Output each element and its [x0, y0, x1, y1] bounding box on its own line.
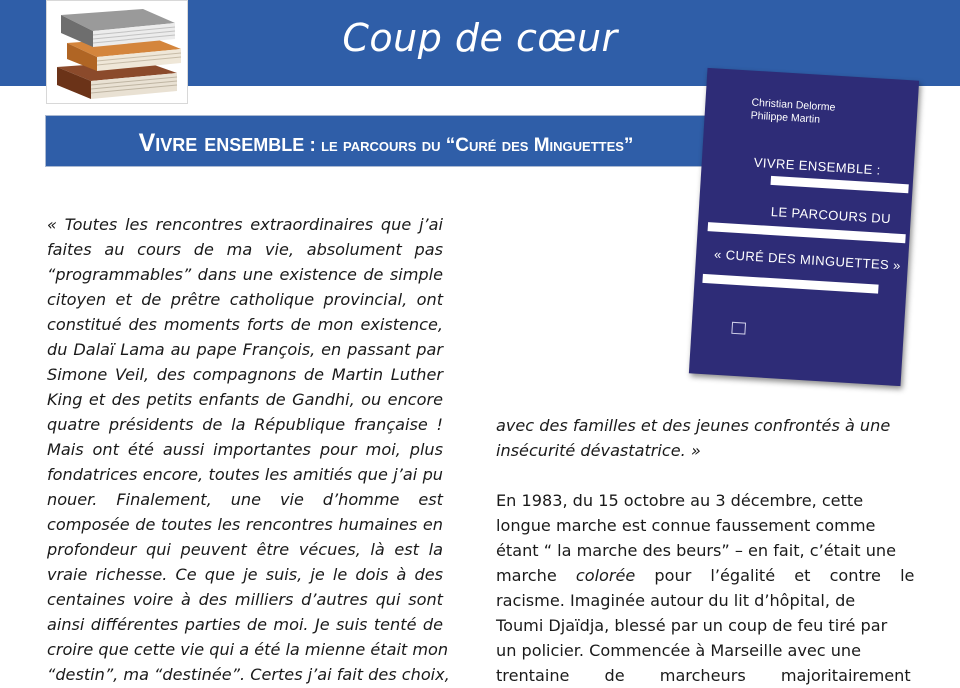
text-line: Mais ont été aussi importantes pour moi, plus	[47, 440, 443, 459]
book-cover	[689, 68, 919, 386]
italic-word: colorée	[575, 566, 636, 585]
text-line: citoyen et de prêtre catholique provincial, ont	[47, 290, 443, 309]
publisher-logo	[731, 322, 746, 335]
text-line: quatre présidents de la République française !	[47, 415, 443, 434]
page-title: Coup de cœur	[342, 16, 618, 60]
text-line: croire que cette vie qui a été la mienne était mon	[47, 640, 449, 659]
text-line: En 1983, du 15 octobre au 3 décembre, cette	[496, 491, 864, 510]
text-line: composée de toutes les rencontres humaines en	[47, 515, 443, 534]
quote-left-column	[47, 212, 450, 687]
book-author: Christian Delorme	[751, 96, 836, 114]
text-line: constitué des moments forts de mon existence,	[47, 315, 443, 334]
article-right-column	[496, 413, 915, 688]
quote-line: avec des familles et des jeunes confrontés à une	[496, 416, 891, 435]
book-title-line: VIVRE ENSEMBLE :	[753, 154, 882, 178]
text-line: Toumi Djaïdja, blessé par un coup de feu tiré par	[496, 616, 888, 635]
heading-rest: : le parcours du “Curé des Minguettes”	[304, 135, 634, 156]
text-line: faites au cours de ma vie, absolument pas	[47, 240, 443, 259]
text-line: racisme. Imaginée autour du lit d’hôpital, de	[496, 591, 856, 610]
article-heading	[46, 129, 726, 158]
text-line: centaines voire à des milliers d’autres qui sont	[47, 590, 443, 609]
book-cover-bar	[771, 176, 909, 193]
text-line: « Toutes les rencontres extraordinaires que j’ai	[47, 215, 443, 234]
text-line: trentaine de marcheurs majoritairement	[496, 666, 911, 685]
text-line: “programmables” dans une existence de simple	[47, 265, 443, 284]
heading-main: Vivre ensemble	[138, 129, 305, 157]
book-title-line: « CURÉ DES MINGUETTES »	[713, 246, 902, 273]
text-line: fondatrices encore, toutes les amitiés que j’ai pu	[47, 465, 443, 484]
book-title-line: LE PARCOURS DU	[770, 203, 892, 227]
book-author: Philippe Martin	[750, 109, 821, 126]
quote-line: insécurité dévastatrice. »	[496, 441, 701, 460]
text-line: nouer. Finalement, une vie d’homme est	[47, 490, 443, 509]
book-authors	[750, 97, 835, 128]
text-line: étant “ la marche des beurs” – en fait, c’était une	[496, 541, 897, 560]
stacked-books-icon	[46, 0, 188, 104]
text-line: ainsi différentes parties de moi. Je suis tenté de	[47, 615, 443, 634]
text-line: un policier. Commencée à Marseille avec une	[496, 641, 862, 660]
text-line: vraie richesse. Ce que je suis, je le dois à des	[47, 565, 443, 584]
paragraph-gap	[496, 463, 893, 488]
text-line: Simone Veil, des compagnons de Martin Luther	[47, 365, 443, 384]
text-run: pour l’égalité et contre le	[635, 566, 915, 585]
text-run: marche	[496, 566, 576, 585]
text-line: du Dalaï Lama au pape François, en passant par	[47, 340, 443, 359]
book-cover-bar	[702, 274, 878, 294]
text-line	[496, 563, 915, 588]
text-line: King et des petits enfants de Gandhi, ou encore	[47, 390, 443, 409]
text-line: “destin”, ma “destinée”. Certes j’ai fait des choix,	[47, 665, 450, 684]
subtitle-bar	[45, 115, 725, 167]
text-line: longue marche est connue faussement comme	[496, 516, 876, 535]
text-line: profondeur qui peuvent être vécues, là est la	[47, 540, 443, 559]
